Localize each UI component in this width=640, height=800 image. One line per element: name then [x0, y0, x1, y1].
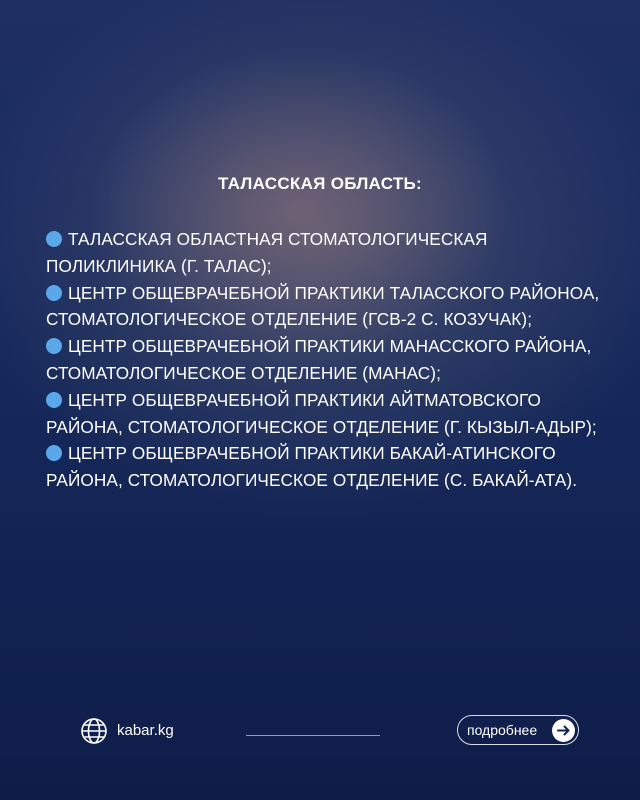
more-button[interactable] [457, 715, 579, 745]
bullet-icon [46, 231, 62, 247]
list-item [46, 280, 606, 334]
list-item [46, 440, 606, 494]
bullet-icon [46, 285, 62, 301]
list-item-text: ЦЕНТР ОБЩЕВРАЧЕБНОЙ ПРАКТИКИ ТАЛАССКОГО РАЙОНОА, СТОМАТОЛОГИЧЕСКОЕ ОТДЕЛЕНИЕ (ГСВ-2 С. КОЗУЧАК); [46, 282, 600, 330]
globe-icon [80, 717, 108, 745]
list-item-text: ЦЕНТР ОБЩЕВРАЧЕБНОЙ ПРАКТИКИ АЙТМАТОВСКОГО РАЙОНА, СТОМАТОЛОГИЧЕСКОЕ ОТДЕЛЕНИЕ (Г. КЫЗЫЛ-АДЫР); [46, 389, 597, 437]
bullet-icon [46, 392, 62, 408]
list-item-text: ЦЕНТР ОБЩЕВРАЧЕБНОЙ ПРАКТИКИ МАНАССКОГО РАЙОНА, СТОМАТОЛОГИЧЕСКОЕ ОТДЕЛЕНИЕ (МАНАС); [46, 336, 592, 383]
arrow-right-icon [552, 719, 575, 742]
site-link[interactable]: kabar.kg [117, 722, 174, 739]
more-button-label: подробнее [467, 722, 538, 738]
list-item [46, 226, 606, 280]
footer [0, 710, 640, 752]
bullet-icon [46, 445, 62, 461]
list-item [46, 387, 606, 441]
list-item [46, 333, 606, 387]
divider [246, 735, 380, 736]
clinic-list [46, 226, 606, 494]
list-item-text: ЦЕНТР ОБЩЕВРАЧЕБНОЙ ПРАКТИКИ БАКАЙ-АТИНСКОГО РАЙОНА, СТОМАТОЛОГИЧЕСКОЕ ОТДЕЛЕНИЕ (С. БАКАЙ-АТА). [46, 443, 578, 491]
bullet-icon [46, 338, 62, 354]
section-heading: ТАЛАССКАЯ ОБЛАСТЬ: [217, 174, 423, 193]
list-item-text: ТАЛАССКАЯ ОБЛАСТНАЯ СТОМАТОЛОГИЧЕСКАЯ ПОЛИКЛИНИКА (Г. ТАЛАС); [46, 229, 488, 276]
